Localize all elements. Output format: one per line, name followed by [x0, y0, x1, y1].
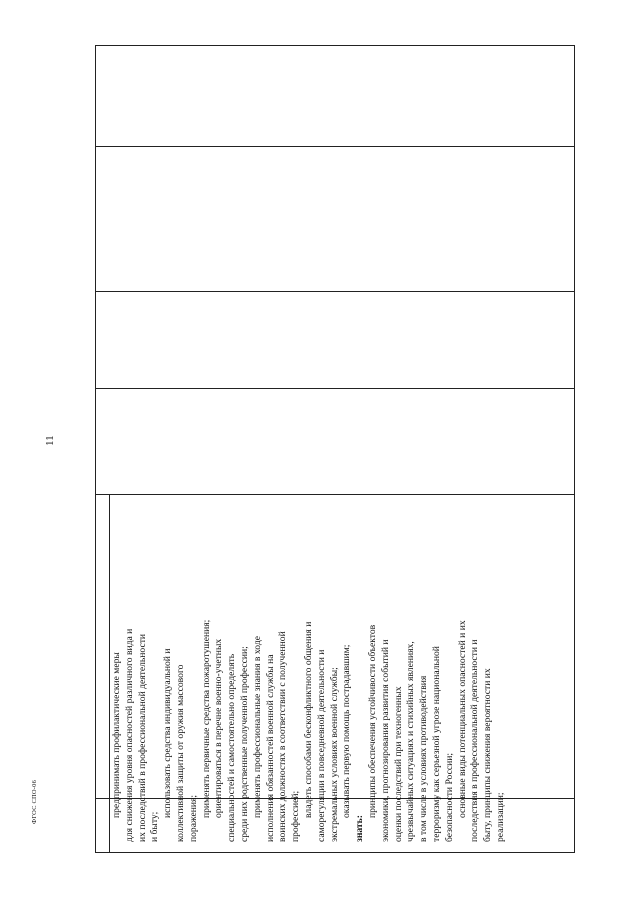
text-line: безопасности России;: [443, 752, 455, 842]
text-line: поражения;: [187, 794, 199, 842]
text-line: ориентироваться в перечне военно-учетных: [213, 638, 225, 818]
section-heading: знать:: [354, 815, 366, 842]
text-line: последствия в профессиональной деятельности и: [469, 639, 481, 842]
text-line: предпринимать профилактические меры: [111, 652, 122, 818]
text-line: быту, принципы снижения вероятности их: [482, 668, 494, 842]
text-line: для снижения уровня опасностей различного вида и: [123, 628, 135, 842]
text-line: экономики, прогнозирования развития событий и: [379, 639, 391, 842]
text-line: использовать средства индивидуальной и: [162, 648, 174, 818]
text-line: и быту;: [149, 811, 161, 842]
skills-knowledge-cell: [109, 536, 506, 846]
text-line: применять первичные средства пожаротушения;: [200, 619, 212, 818]
column-divider: [96, 291, 574, 292]
text-line: профессией;: [290, 790, 302, 842]
text-line: основные виды потенциальных опасностей и их: [456, 620, 468, 818]
text-line: их последствий в профессиональной деятельности: [136, 633, 148, 842]
column-divider: [96, 146, 574, 147]
text-line: оценки последствий при техногенных: [392, 686, 404, 842]
text-line: реализации;: [494, 792, 506, 842]
text-line: специальностей и самостоятельно определять: [226, 653, 238, 842]
text-line: коллективной защиты от оружия массового: [174, 664, 186, 842]
text-line: применять профессиональные знания в ходе: [251, 636, 263, 818]
footer-doc-code: ФГОС СПО-06: [31, 779, 38, 824]
text-line: экстремальных условиях военной службы;: [328, 667, 340, 842]
competency-table: [95, 45, 575, 853]
text-line: исполнения обязанностей военной службы на: [264, 654, 276, 842]
text-line: оказывать первую помощь пострадавшим;: [341, 644, 353, 818]
text-line: владеть способами бесконфликтного общения и: [302, 621, 314, 818]
text-line: терроризму как серьезной угрозе национальной: [430, 646, 442, 842]
text-line: саморегуляции в повседневной деятельности и: [315, 649, 327, 842]
column-divider: [96, 494, 574, 495]
text-line: чрезвычайных ситуациях и стихийных явлениях,: [405, 641, 417, 842]
column-divider: [96, 388, 574, 389]
text-line: принципы обеспечения устойчивости объектов: [366, 624, 378, 818]
text-line: воинских должностях в соответствии с полученной: [277, 631, 289, 842]
text-line: среди них родственные полученной профессии;: [238, 646, 250, 842]
text-line: в том числе в условиях противодействия: [418, 675, 430, 842]
page-number: 11: [44, 435, 56, 446]
